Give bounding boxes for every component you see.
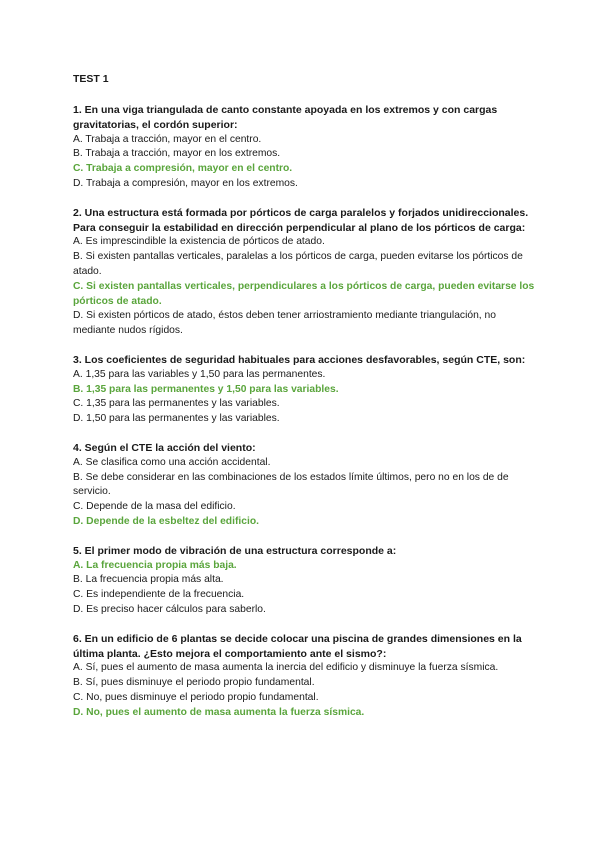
question-text: 5. El primer modo de vibración de una estructura corresponde a: (73, 544, 397, 557)
question-text: 6. En un edificio de 6 plantas se decide colocar una piscina de grandes dimensiones en la última planta. ¿Esto mejora el comportamiento ante el sismo?: (73, 632, 522, 660)
option-d-correct: D. Depende de la esbeltez del edificio. (73, 515, 259, 527)
option-b: B. Si existen pantallas verticales, paralelas a los pórticos de carga, pueden evitarse los pórticos de atado. (73, 251, 523, 277)
question-text: 1. En una viga triangulada de canto constante apoyada en los extremos y con cargas gravitatorias, el cordón superior: (73, 104, 498, 131)
option-b-correct: B. 1,35 para las permanentes y 1,50 para las variables. (73, 383, 339, 395)
option-c-correct: C. Si existen pantallas verticales, perpendiculares a los pórticos de carga, pueden evitarse los pórticos de atado. (73, 280, 535, 307)
option-a: A. Sí, pues el aumento de masa aumenta la inercia del edificio y disminuye la fuerza sísmica. (73, 662, 499, 674)
option-b: B. Se debe considerar en las combinaciones de los estados límite últimos, pero no en los de de servicio. (73, 471, 509, 498)
question-text: 2. Una estructura está formada por pórticos de carga paralelos y forjados unidireccionales. Para conseguir la estabilidad en dirección perpendicular al plano de los pórticos de carga: (73, 206, 529, 234)
question-5 (73, 544, 535, 618)
option-d: D. Trabaja a compresión, mayor en los extremos. (73, 177, 298, 189)
option-a: A. Es imprescindible la existencia de pórticos de atado. (73, 236, 325, 248)
question-text: 4. Según el CTE la acción del viento: (73, 441, 256, 454)
option-b: B. Sí, pues disminuye el periodo propio fundamental. (73, 677, 315, 689)
question-6 (73, 632, 535, 721)
option-c: C. No, pues disminuye el periodo propio fundamental. (73, 691, 319, 703)
question-4 (73, 441, 535, 530)
option-d: D. Es preciso hacer cálculos para saberlo. (73, 603, 266, 615)
option-c: C. 1,35 para las permanentes y las variables. (73, 398, 280, 410)
option-d: D. Si existen pórticos de atado, éstos deben tener arriostramiento mediante triangulación, no mediante nudos rígidos. (73, 310, 496, 337)
document-page (73, 72, 535, 734)
document-title: TEST 1 (73, 73, 109, 85)
question-2 (73, 206, 535, 339)
option-c-correct: C. Trabaja a compresión, mayor en el centro. (73, 163, 293, 175)
option-a-correct: A. La frecuencia propia más baja. (73, 559, 237, 571)
question-3 (73, 353, 535, 427)
option-c: C. Depende de la masa del edificio. (73, 501, 236, 513)
question-1 (73, 103, 535, 192)
option-a: A. 1,35 para las variables y 1,50 para las permanentes. (73, 368, 326, 380)
option-d-correct: D. No, pues el aumento de masa aumenta la fuerza sísmica. (73, 706, 365, 718)
option-d: D. 1,50 para las permanentes y las variables. (73, 413, 280, 425)
option-a: A. Trabaja a tracción, mayor en el centro. (73, 133, 262, 145)
question-text: 3. Los coeficientes de seguridad habituales para acciones desfavorables, según CTE, son: (73, 353, 526, 366)
option-b: B. La frecuencia propia más alta. (73, 574, 224, 586)
option-c: C. Es independiente de la frecuencia. (73, 589, 245, 601)
option-a: A. Se clasifica como una acción accidental. (73, 456, 271, 468)
option-b: B. Trabaja a tracción, mayor en los extremos. (73, 148, 281, 160)
